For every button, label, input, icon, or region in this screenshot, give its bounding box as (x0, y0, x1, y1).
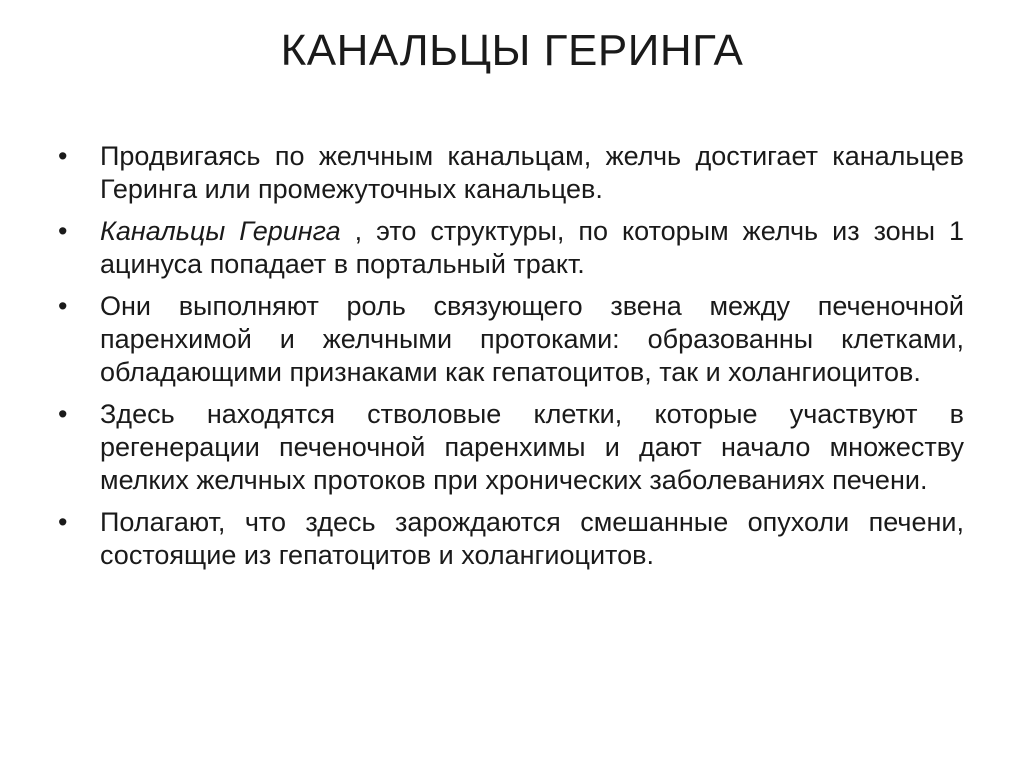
list-item (58, 506, 964, 572)
bullet-text: Здесь находятся стволовые клетки, которые участвуют в регенерации печеночной паренхимы и дают начало множеству мелких желчных протоков при хронических заболеваниях печени. (100, 399, 964, 495)
list-item (58, 140, 964, 206)
list-item (58, 290, 964, 389)
bullet-dot-icon: • (58, 291, 68, 321)
bullet-text: Продвигаясь по желчным канальцам, желчь достигает канальцев Геринга или промежуточных канальцев. (100, 141, 964, 204)
bullet-list (58, 140, 964, 581)
bullet-text-rest: , это структуры, по которым желчь из зоны 1 ацинуса попадает в портальный тракт. (100, 216, 964, 279)
slide-title: КАНАЛЬЦЫ ГЕРИНГА (280, 26, 744, 75)
bullet-text: Полагают, что здесь зарождаются смешанные опухоли печени, состоящие из гепатоцитов и холангиоцитов. (100, 507, 964, 570)
bullet-dot-icon: • (58, 507, 68, 537)
bullet-dot-icon: • (58, 141, 68, 171)
list-item (58, 398, 964, 497)
bullet-dot-icon: • (58, 216, 68, 246)
bullet-text (100, 216, 964, 279)
bullet-dot-icon: • (58, 399, 68, 429)
bullet-text: Они выполняют роль связующего звена между печеночной паренхимой и желчными протоками: образованны клетками, обладающими признаками как гепатоцитов, так и холангиоцитов. (100, 291, 964, 387)
italic-term: Канальцы Геринга (100, 216, 341, 246)
list-item (58, 215, 964, 281)
